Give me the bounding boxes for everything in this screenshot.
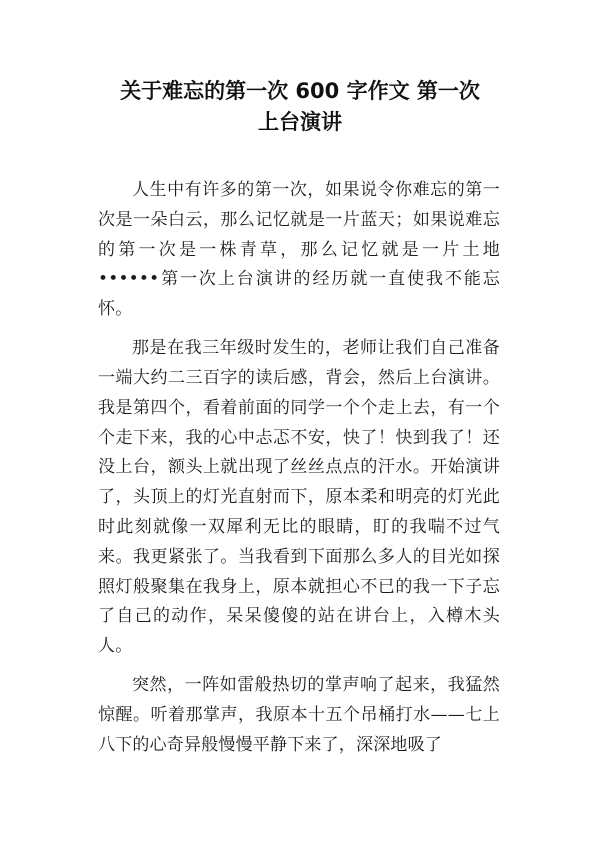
title-line-2: 上台演讲 — [258, 110, 342, 134]
document-title — [70, 76, 530, 138]
title-line-1: 关于难忘的第一次 600 字作文 第一次 — [120, 79, 480, 103]
document-body — [98, 176, 500, 770]
paragraph-3: 突然，一阵如雷般热切的掌声响了起来，我猛然惊醒。听着那掌声，我原本十五个吊桶打水——七上八下的心奇异般慢慢平静下来了，深深地吸了 — [98, 675, 500, 755]
paragraph-1: 人生中有许多的第一次，如果说令你难忘的第一次是一朵白云，那么记忆就是一片蓝天；如果说难忘的第一次是一株青草，那么记忆就是一片土地••••••第一次上台演讲的经历就一直使我不能忘怀。 — [98, 180, 500, 320]
paragraph-2: 那是在我三年级时发生的，老师让我们自己准备一端大约二三百字的读后感，背会，然后上台演讲。我是第四个，看着前面的同学一个个走上去，有一个个走下来，我的心中忐忑不安，快了！快到我了！还没上台，额头上就出现了丝丝点点的汗水。开始演讲了，头顶上的灯光直射而下，原本柔和明亮的灯光此时此刻就像一双犀利无比的眼睛，盯的我喘不过气来。我更紧张了。当我看到下面那么多人的目光如探照灯般聚集在我身上，原本就担心不已的我一下子忘了自己的动作，呆呆傻傻的站在讲台上，入樽木头人。 — [98, 338, 500, 657]
